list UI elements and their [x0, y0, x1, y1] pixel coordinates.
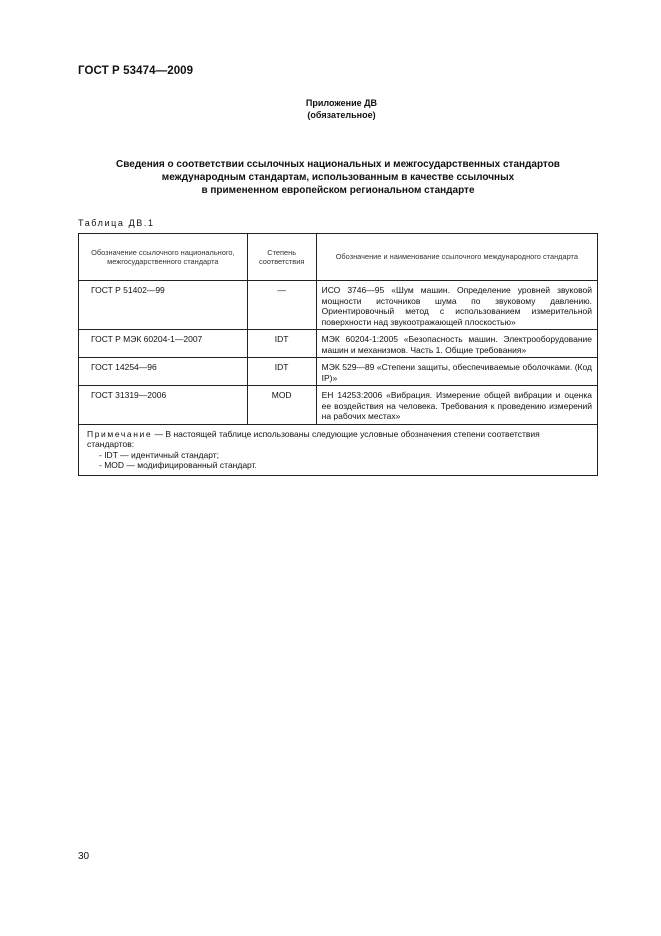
appendix-heading: [0, 97, 661, 121]
table-row: [79, 330, 598, 358]
cell-international-standard: МЭК 529—89 «Степени защиты, обеспечиваемые оболочками. (Код IP)»: [316, 358, 597, 386]
standards-correspondence-table: [78, 233, 598, 476]
table-header-row: [79, 234, 598, 281]
note-item-mod: - MOD — модифицированный стандарт.: [99, 460, 257, 470]
standard-number-header: ГОСТ Р 53474—2009: [78, 65, 194, 77]
cell-international-standard: МЭК 60204-1:2005 «Безопасность машин. Электрооборудование машин и механизмов. Часть 1. Общие требования»: [316, 330, 597, 358]
document-title-line-1: Сведения о соответствии ссылочных национальных и межгосударственных стандартов: [116, 159, 560, 170]
note-item-idt: - IDT — идентичный стандарт;: [99, 449, 220, 460]
table-note: [79, 424, 598, 475]
header-international-standard: Обозначение и наименование ссылочного международного стандарта: [316, 234, 597, 281]
table-row: [79, 386, 598, 425]
document-title: [78, 158, 598, 197]
cell-national-standard: ГОСТ Р МЭК 60204-1—2007: [79, 330, 248, 358]
page-number: 30: [78, 851, 90, 862]
cell-degree: MOD: [247, 386, 316, 425]
cell-national-standard: ГОСТ Р 51402—99: [79, 281, 248, 330]
document-title-line-3: в примененном европейском региональном стандарте: [201, 185, 475, 196]
note-label: Примечание: [87, 428, 153, 439]
note-text: — В настоящей таблице использованы следующие условные обозначения степени соответствия стандартов:: [87, 428, 540, 449]
table-row: [79, 358, 598, 386]
table-row: [79, 281, 598, 330]
cell-international-standard: ИСО 3746—95 «Шум машин. Определение уровней звуковой мощности источников шума по звуковому давлению. Ориентировочный метод с использованием измерительной поверхности над звукоотражающей плоскостью»: [316, 281, 597, 330]
table-caption: Таблица ДВ.1: [78, 218, 155, 228]
document-title-line-2: международным стандартам, использованным в качестве ссылочных: [161, 172, 515, 183]
cell-degree: IDT: [247, 358, 316, 386]
cell-degree: IDT: [247, 330, 316, 358]
cell-degree: —: [247, 281, 316, 330]
cell-national-standard: ГОСТ 31319—2006: [79, 386, 248, 425]
cell-international-standard: ЕН 14253:2006 «Вибрация. Измерение общей вибрации и оценка ее воздействия на человека. Требования к проведению измерений на рабочих местах»: [316, 386, 597, 425]
table-note-row: [79, 424, 598, 475]
appendix-status: (обязательное): [307, 110, 376, 120]
header-national-standard: Обозначение ссылочного национального, межгосударственного стандарта: [79, 234, 248, 281]
cell-national-standard: ГОСТ 14254—96: [79, 358, 248, 386]
appendix-title: Приложение ДВ: [305, 98, 378, 108]
header-degree-of-correspondence: Степень соответствия: [247, 234, 316, 281]
note-paragraph: [87, 429, 589, 450]
